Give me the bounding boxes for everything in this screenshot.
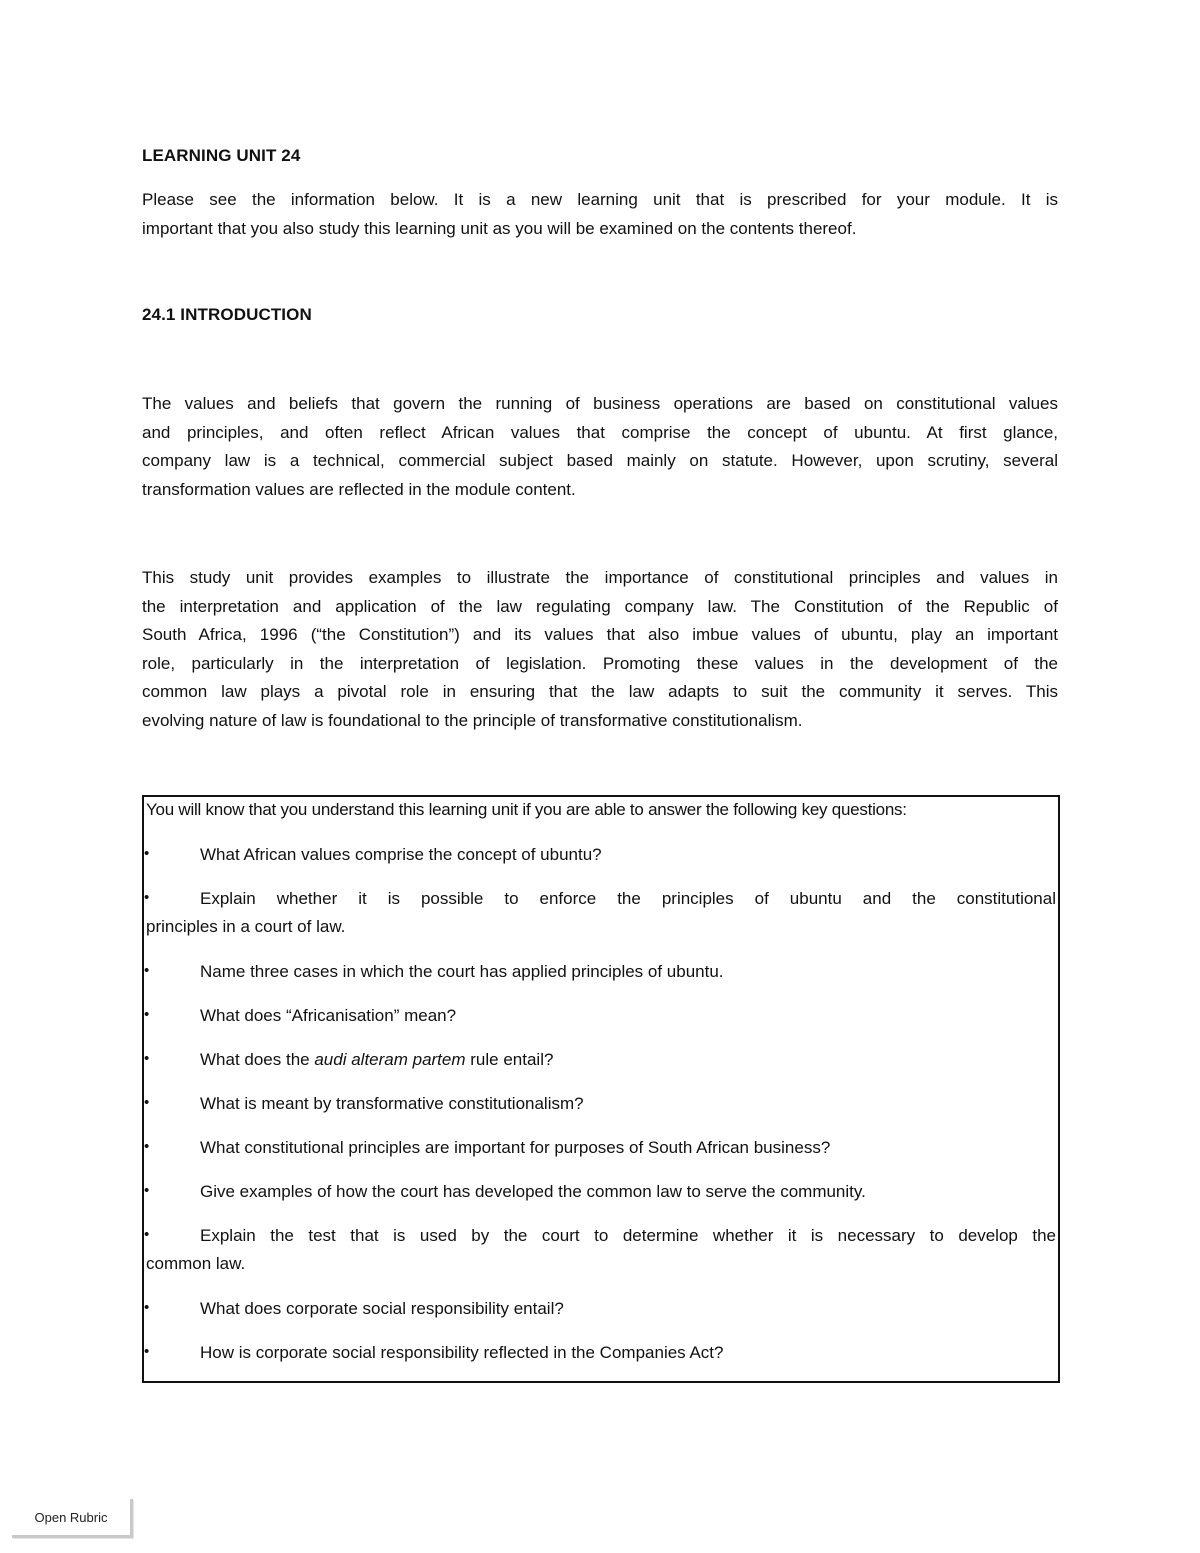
- question-text: [200, 1050, 1056, 1070]
- question-text: What African values comprise the concept of ubuntu?: [200, 845, 602, 864]
- latin-phrase: audi alteram partem: [314, 1050, 466, 1069]
- bullet-icon: •: [144, 962, 150, 979]
- paragraph-line: role, particularly in the interpretation of legislation. Promoting these values in the development of the: [142, 653, 1058, 673]
- bullet-icon: •: [144, 1138, 150, 1155]
- question-text: Explain whether it is possible to enforce the principles of ubuntu and the constitutional: [200, 889, 1056, 908]
- question-text-continued: principles in a court of law.: [146, 917, 346, 936]
- paragraph-line: transformation values are reflected in the module content.: [142, 479, 576, 499]
- question-text: What is meant by transformative constitutionalism?: [200, 1094, 584, 1113]
- bullet-icon: •: [144, 1343, 150, 1360]
- question-text: How is corporate social responsibility reflected in the Companies Act?: [200, 1343, 724, 1362]
- open-rubric-button[interactable]: Open Rubric: [12, 1499, 133, 1538]
- question-text: Explain the test that is used by the court to determine whether it is necessary to develop the: [200, 1226, 1056, 1245]
- intro-paragraph-2: [142, 564, 1058, 735]
- paragraph-line: and principles, and often reflect African values that comprise the concept of ubuntu. At first glance,: [142, 422, 1058, 442]
- bullet-icon: •: [144, 1182, 150, 1199]
- bullet-icon: •: [144, 845, 150, 862]
- notice-line: important that you also study this learning unit as you will be examined on the contents thereof.: [142, 218, 857, 238]
- paragraph-line: The values and beliefs that govern the running of business operations are based on constitutional values: [142, 394, 1058, 413]
- notice-paragraph: [142, 186, 1058, 243]
- paragraph-line: South Africa, 1996 (“the Constitution”) and its values that also imbue values of ubuntu, play an important: [142, 625, 1058, 644]
- question-text: Name three cases in which the court has applied principles of ubuntu.: [200, 962, 724, 981]
- notice-line: Please see the information below. It is a new learning unit that is prescribed for your module. It is: [142, 190, 1058, 209]
- paragraph-line: This study unit provides examples to illustrate the importance of constitutional principles and values in: [142, 568, 1058, 587]
- key-questions-box: [142, 795, 1060, 1383]
- intro-paragraph-1: [142, 390, 1058, 504]
- bullet-icon: •: [144, 1050, 150, 1067]
- paragraph-line: the interpretation and application of the law regulating company law. The Constitution of the Republic of: [142, 596, 1058, 616]
- unit-title: LEARNING UNIT 24: [142, 146, 301, 165]
- key-questions-intro: You will know that you understand this learning unit if you are able to answer the following key questions:: [146, 800, 907, 819]
- bullet-icon: •: [144, 1006, 150, 1023]
- bullet-icon: •: [144, 1094, 150, 1111]
- question-text-continued: common law.: [146, 1254, 246, 1273]
- question-text: What does corporate social responsibility entail?: [200, 1299, 564, 1318]
- paragraph-line: evolving nature of law is foundational to the principle of transformative constitutionalism.: [142, 710, 803, 730]
- section-heading: 24.1 INTRODUCTION: [142, 305, 312, 324]
- question-text: What does “Africanisation” mean?: [200, 1006, 457, 1025]
- question-text-part: What does the: [200, 1050, 315, 1069]
- paragraph-line: company law is a technical, commercial subject based mainly on statute. However, upon scrutiny, several: [142, 451, 1058, 470]
- bullet-icon: •: [144, 889, 150, 906]
- question-text: Give examples of how the court has developed the common law to serve the community.: [200, 1182, 866, 1201]
- bullet-icon: •: [144, 1299, 150, 1316]
- paragraph-line: common law plays a pivotal role in ensuring that the law adapts to suit the community it serves. This: [142, 682, 1058, 701]
- question-text-part: rule entail?: [465, 1050, 554, 1069]
- bullet-icon: •: [144, 1226, 150, 1243]
- question-text: What constitutional principles are important for purposes of South African business?: [200, 1138, 831, 1157]
